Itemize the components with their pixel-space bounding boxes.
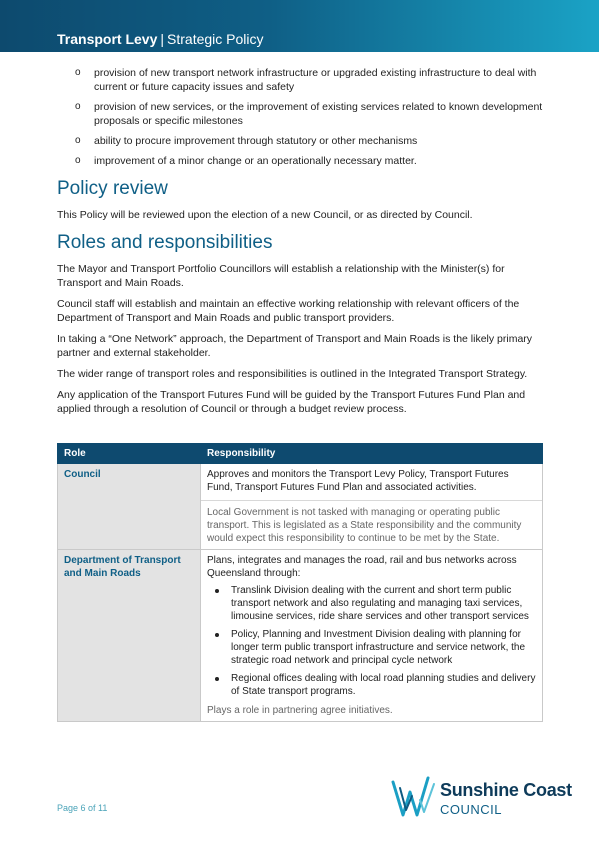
dtmr-list xyxy=(207,584,536,698)
council-main-text: Approves and monitors the Transport Levy Policy, Transport Futures Fund, Transport Futures Fund Plan and associated activities. xyxy=(207,469,509,493)
roles-paragraph: In taking a “One Network” approach, the Department of Transport and Main Roads is the likely primary partner and external stakeholder. xyxy=(57,333,533,359)
role-cell-council: Council xyxy=(58,464,201,550)
header-title xyxy=(57,31,264,47)
page-header xyxy=(0,0,599,52)
logo-text-primary: Sunshine Coast xyxy=(440,780,572,800)
circle-bullet-icon: o xyxy=(75,101,81,112)
list-item: Translink Division dealing with the current and short term public transport network and also regulating and managing taxi services, limousine services, ride share services and other transport services xyxy=(207,584,536,623)
intro-list xyxy=(57,66,543,168)
circle-bullet-icon: o xyxy=(75,135,81,146)
roles-table xyxy=(57,443,543,722)
responsibility-cell-council xyxy=(201,464,543,550)
roles-paragraph: The Mayor and Transport Portfolio Councillors will establish a relationship with the Minister(s) for Transport and Main Roads. xyxy=(57,263,505,289)
column-header-role: Role xyxy=(58,444,201,464)
logo-text-secondary: COUNCIL xyxy=(440,802,503,817)
list-item: Policy, Planning and Investment Division dealing with planning for longer term public transport infrastructure and service network, the strategic road network and principal cycle network xyxy=(207,628,536,667)
table-row xyxy=(58,464,543,550)
main-content xyxy=(57,66,543,423)
wave-logo-icon xyxy=(390,770,440,820)
council-note: Local Government is not tasked with managing or operating public transport. This is legislated as a State responsibility and the community would expect this responsibility to continue to be met by the State. xyxy=(201,500,542,545)
policy-review-heading: Policy review xyxy=(57,178,168,199)
page-number: Page 6 of 11 xyxy=(57,803,108,813)
responsibility-cell-dtmr xyxy=(201,550,543,722)
bullet-icon xyxy=(215,677,219,681)
table-header-row xyxy=(58,444,543,464)
list-item: o improvement of a minor change or an operationally necessary matter. xyxy=(75,155,417,167)
role-cell-dtmr: Department of Transport and Main Roads xyxy=(58,550,201,722)
header-separator: | xyxy=(160,31,165,47)
dtmr-intro: Plans, integrates and manages the road, rail and bus networks across Queensland through: xyxy=(207,555,517,579)
list-item: o provision of new transport network infrastructure or upgraded existing infrastructure to deal with current or future capacity issues and safety xyxy=(75,67,537,93)
list-item: o ability to procure improvement through statutory or other mechanisms xyxy=(75,135,418,147)
roles-heading: Roles and responsibilities xyxy=(57,232,273,253)
table-row xyxy=(58,550,543,722)
bullet-icon xyxy=(215,633,219,637)
roles-paragraph: The wider range of transport roles and responsibilities is outlined in the Integrated Transport Strategy. xyxy=(57,368,528,380)
list-item: o provision of new services, or the improvement of existing services related to known development proposals or specific milestones xyxy=(75,101,543,127)
policy-review-text: This Policy will be reviewed upon the election of a new Council, or as directed by Council. xyxy=(57,209,473,221)
column-header-responsibility: Responsibility xyxy=(201,444,543,464)
dtmr-note: Plays a role in partnering agree initiatives. xyxy=(207,705,393,716)
header-title-rest: Strategic Policy xyxy=(167,31,264,47)
circle-bullet-icon: o xyxy=(75,67,81,78)
list-item: Regional offices dealing with local road planning studies and delivery of State transport programs. xyxy=(207,672,536,698)
circle-bullet-icon: o xyxy=(75,155,81,166)
bullet-icon xyxy=(215,589,219,593)
sunshine-coast-logo xyxy=(390,770,575,820)
roles-paragraph: Council staff will establish and maintain an effective working relationship with relevant officers of the Department of Transport and Main Roads and public transport providers. xyxy=(57,298,520,324)
header-title-bold: Transport Levy xyxy=(57,31,158,47)
roles-paragraph: Any application of the Transport Futures Fund will be guided by the Transport Futures Fund Plan and applied through a resolution of Council or through a budget review process. xyxy=(57,389,526,415)
